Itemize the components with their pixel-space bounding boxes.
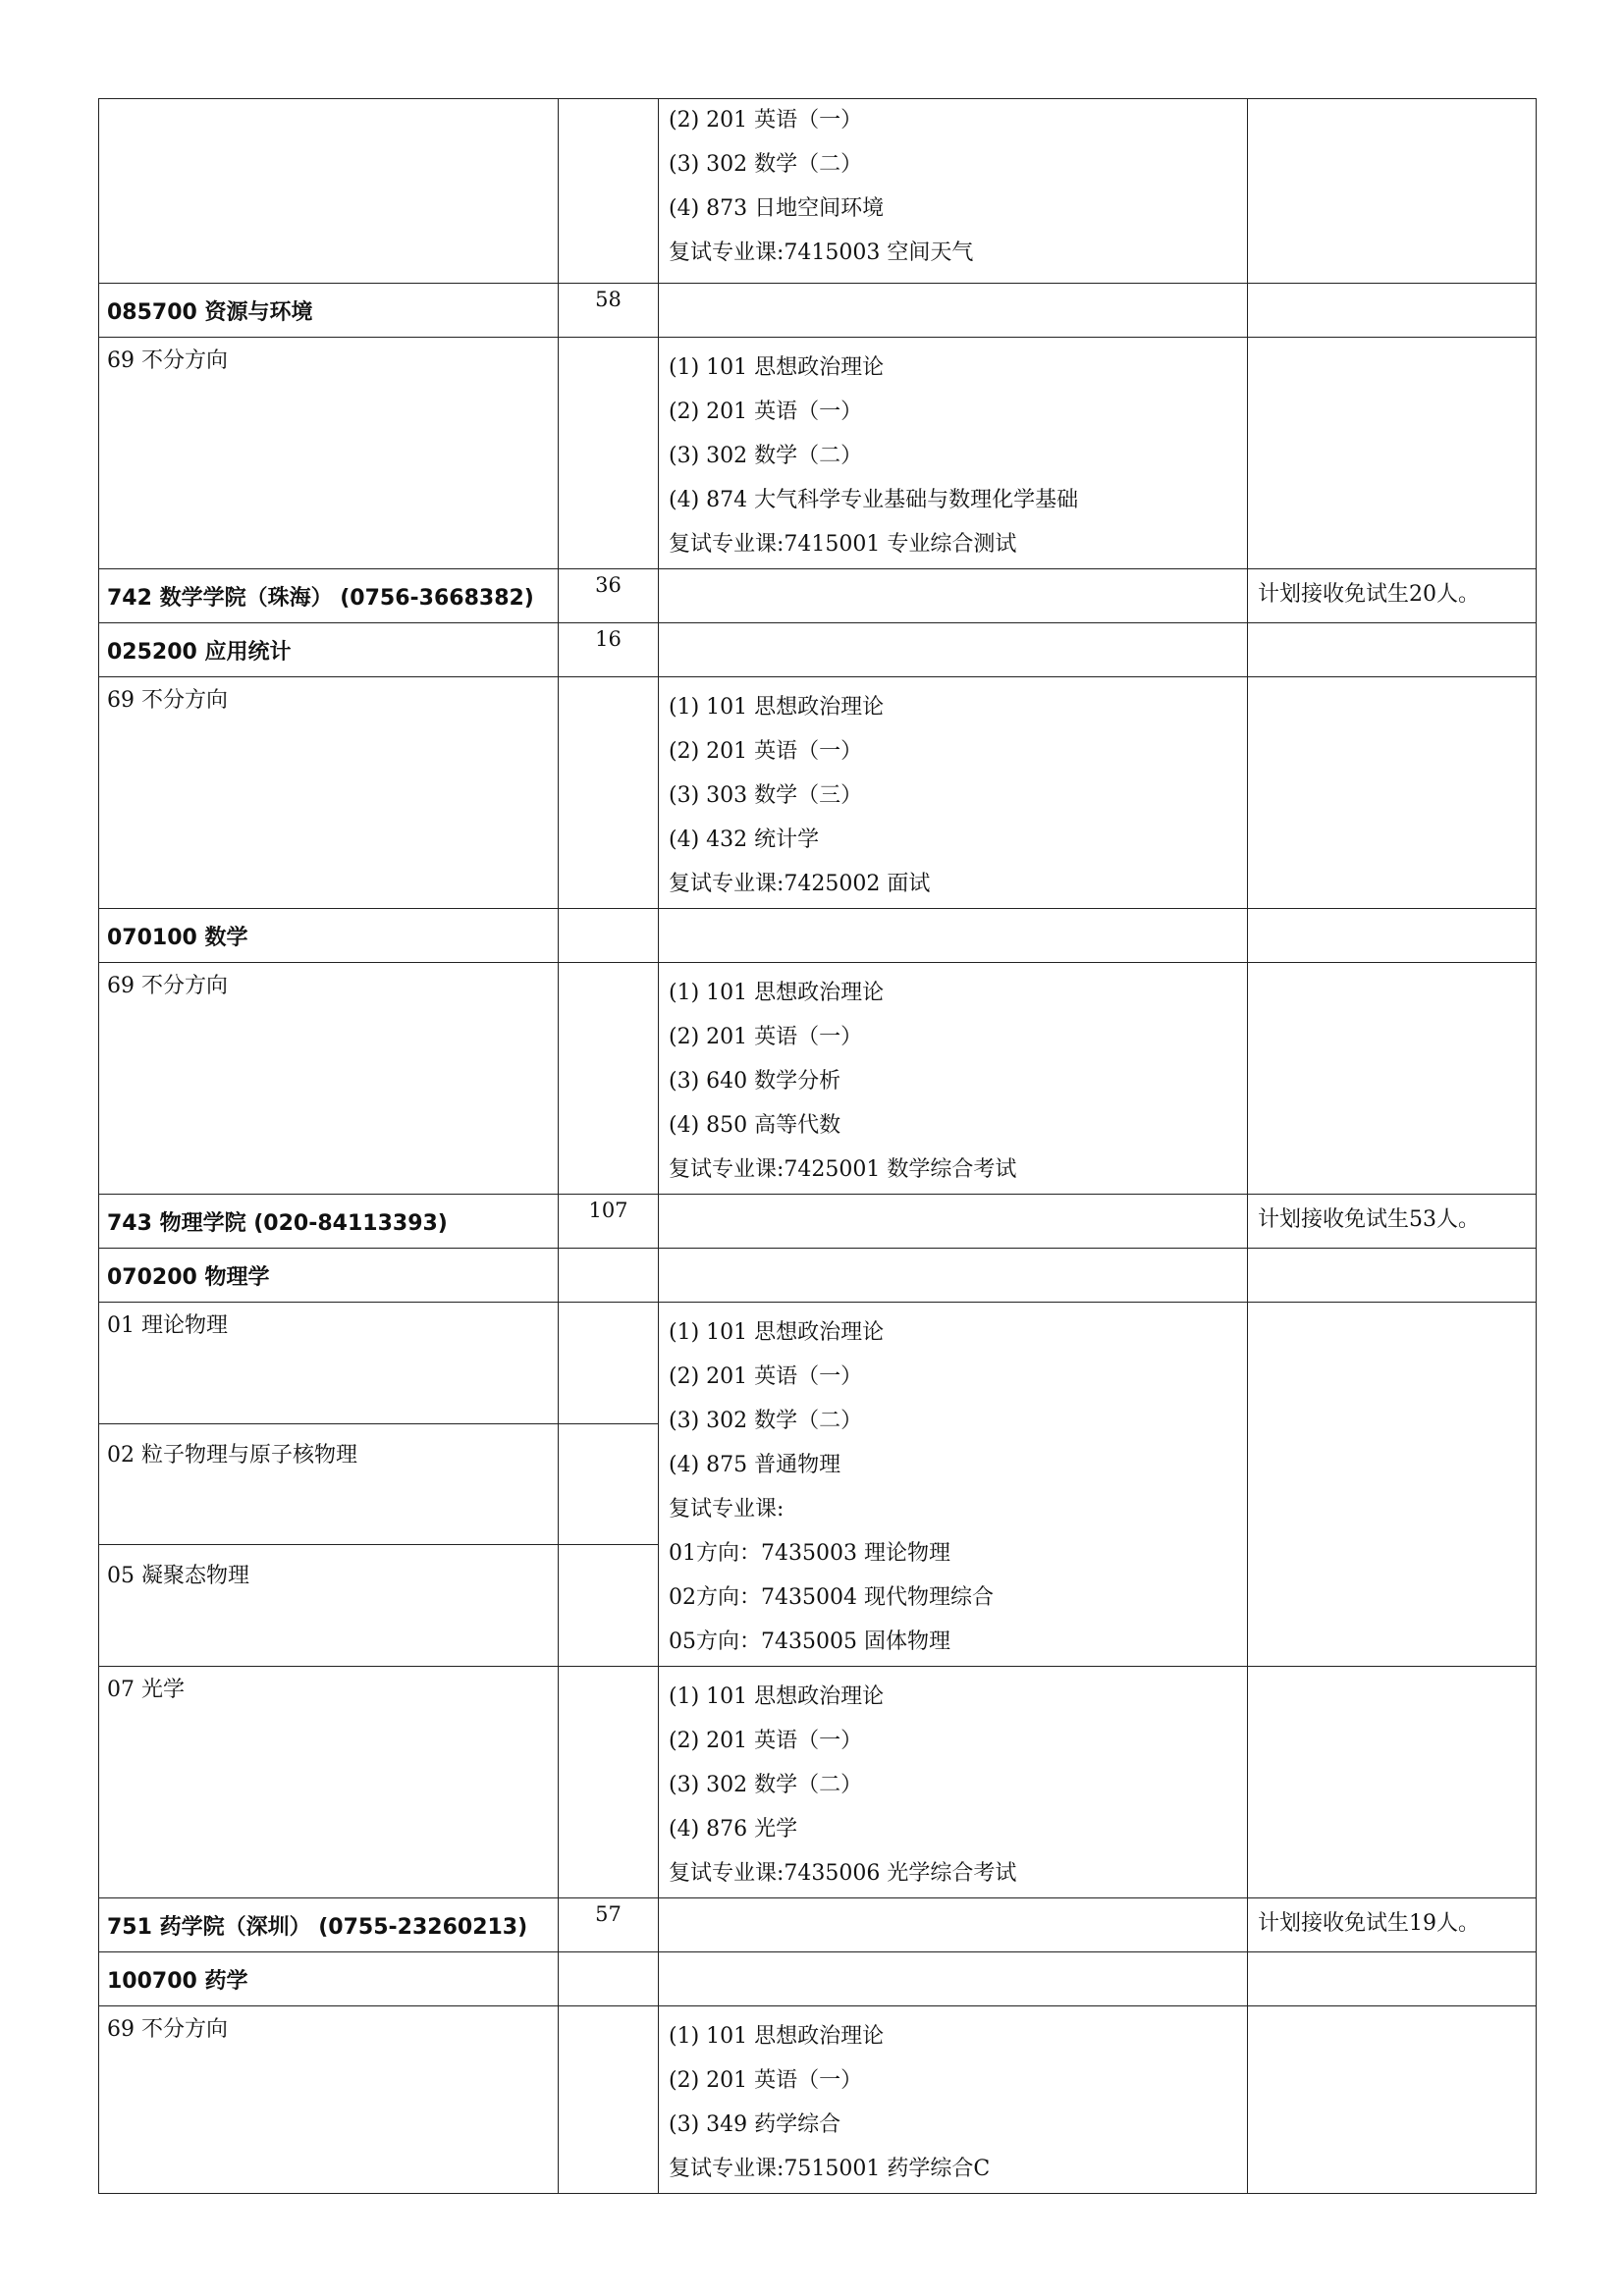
subject-line: 01方向：7435003 理论物理 [669,1541,950,1566]
college-name: 751 药学院（深圳） (0755-23260213) [99,1898,559,1952]
subject-line: (1) 101 思想政治理论 [669,981,885,1005]
subject-line: (3) 640 数学分析 [669,1069,841,1094]
note-cell [1248,1667,1537,1898]
table-row [99,909,1537,963]
subject-line: (3) 302 数学（二） [669,1773,863,1797]
subject-line: 02方向：7435004 现代物理综合 [669,1585,994,1610]
subjects-cell [659,1952,1248,2006]
subject-line: (4) 875 普通物理 [669,1453,841,1477]
subject-line: 05方向：7435005 固体物理 [669,1629,950,1654]
subject-line: (1) 101 思想政治理论 [669,1320,885,1345]
subject-line: 复试专业课:7415003 空间天气 [669,240,974,265]
subjects-cell [659,284,1248,338]
subjects-cell [659,1303,1248,1667]
subjects-cell [659,1195,1248,1249]
note-cell [1248,99,1537,284]
subject-line: (2) 201 英语（一） [669,1729,863,1753]
major-count: 16 [559,623,659,677]
table-row [99,1303,1537,1424]
major-name: 025200 应用统计 [99,623,559,677]
count-cell [559,1423,659,1545]
note-cell [1248,284,1537,338]
college-count: 107 [559,1195,659,1249]
subjects-cell [659,623,1248,677]
subject-line: (2) 201 英语（一） [669,2068,863,2093]
note-cell [1248,1303,1537,1667]
table-row [99,1898,1537,1952]
subjects-cell [659,1667,1248,1898]
table-row [99,1195,1537,1249]
subjects-cell [659,99,1248,284]
major-count: 58 [559,284,659,338]
table-row [99,1667,1537,1898]
note-cell [1248,909,1537,963]
subjects-cell [659,338,1248,569]
subjects-cell [659,569,1248,623]
subject-line: (1) 101 思想政治理论 [669,695,885,720]
admissions-table [98,98,1537,2194]
count-cell [559,1667,659,1898]
college-note: 计划接收免试生20人。 [1248,569,1537,623]
table-row [99,623,1537,677]
subject-line: (3) 302 数学（二） [669,152,863,177]
subject-line: (4) 432 统计学 [669,828,820,852]
direction-name: 01 理论物理 [99,1303,559,1424]
major-name: 100700 药学 [99,1952,559,2006]
major-count [559,1952,659,2006]
major-count [559,909,659,963]
major-name: 070200 物理学 [99,1249,559,1303]
college-note: 计划接收免试生53人。 [1248,1195,1537,1249]
subjects-cell [659,909,1248,963]
table-row [99,677,1537,909]
note-cell [1248,623,1537,677]
direction-name: 69 不分方向 [99,677,559,909]
subject-line: (4) 876 光学 [669,1817,798,1842]
subject-line: (3) 349 药学综合 [669,2112,841,2137]
subject-line: 复试专业课:7425001 数学综合考试 [669,1157,1017,1182]
count-cell [559,677,659,909]
count-cell [559,1545,659,1667]
subjects-cell [659,1898,1248,1952]
note-cell [1248,2006,1537,2194]
note-cell [1248,338,1537,569]
subject-line: (2) 201 英语（一） [669,1364,863,1389]
table-row [99,99,1537,284]
major-count [559,1249,659,1303]
subjects-cell [659,1249,1248,1303]
subject-line: 复试专业课:7425002 面试 [669,872,931,896]
subject-line: 复试专业课:7415001 专业综合测试 [669,532,1017,557]
subject-line: (1) 101 思想政治理论 [669,1684,885,1709]
subject-line: 复试专业课:7515001 药学综合C [669,2157,991,2181]
table-row [99,284,1537,338]
direction-name: 69 不分方向 [99,338,559,569]
table-row [99,963,1537,1195]
subject-line: (3) 303 数学（三） [669,783,863,808]
subjects-cell [659,2006,1248,2194]
subject-line: (2) 201 英语（一） [669,1025,863,1049]
direction-name: 07 光学 [99,1667,559,1898]
table-row [99,569,1537,623]
subject-line: (4) 873 日地空间环境 [669,196,885,221]
count-cell [559,963,659,1195]
count-cell [559,338,659,569]
major-name: 085700 资源与环境 [99,284,559,338]
subject-line: 复试专业课:7435006 光学综合考试 [669,1861,1017,1886]
subject-line: (1) 101 思想政治理论 [669,355,885,380]
subject-line: (1) 101 思想政治理论 [669,2024,885,2049]
college-count: 36 [559,569,659,623]
direction-name: 02 粒子物理与原子核物理 [99,1423,559,1545]
table-row [99,1249,1537,1303]
count-cell [559,2006,659,2194]
table-row [99,338,1537,569]
note-cell [1248,1249,1537,1303]
subject-line: (2) 201 英语（一） [669,108,863,133]
note-cell [1248,963,1537,1195]
college-count: 57 [559,1898,659,1952]
table-row [99,1952,1537,2006]
count-cell [559,1303,659,1424]
note-cell [1248,677,1537,909]
major-name: 070100 数学 [99,909,559,963]
subject-line: (4) 874 大气科学专业基础与数理化学基础 [669,488,1079,512]
subject-line: (3) 302 数学（二） [669,444,863,468]
note-cell [1248,1952,1537,2006]
direction-name: 69 不分方向 [99,963,559,1195]
college-note: 计划接收免试生19人。 [1248,1898,1537,1952]
subject-line: 复试专业课: [669,1497,785,1522]
subject-line: (2) 201 英语（一） [669,400,863,424]
college-name: 742 数学学院（珠海） (0756-3668382) [99,569,559,623]
count-cell [559,99,659,284]
subjects-cell [659,963,1248,1195]
subject-line: (2) 201 英语（一） [669,739,863,764]
subjects-cell [659,677,1248,909]
direction-name: 05 凝聚态物理 [99,1545,559,1667]
table-row [99,2006,1537,2194]
direction-name: 69 不分方向 [99,2006,559,2194]
subject-line: (4) 850 高等代数 [669,1113,841,1138]
subject-line: (3) 302 数学（二） [669,1409,863,1433]
direction-cell [99,99,559,284]
college-name: 743 物理学院 (020-84113393) [99,1195,559,1249]
